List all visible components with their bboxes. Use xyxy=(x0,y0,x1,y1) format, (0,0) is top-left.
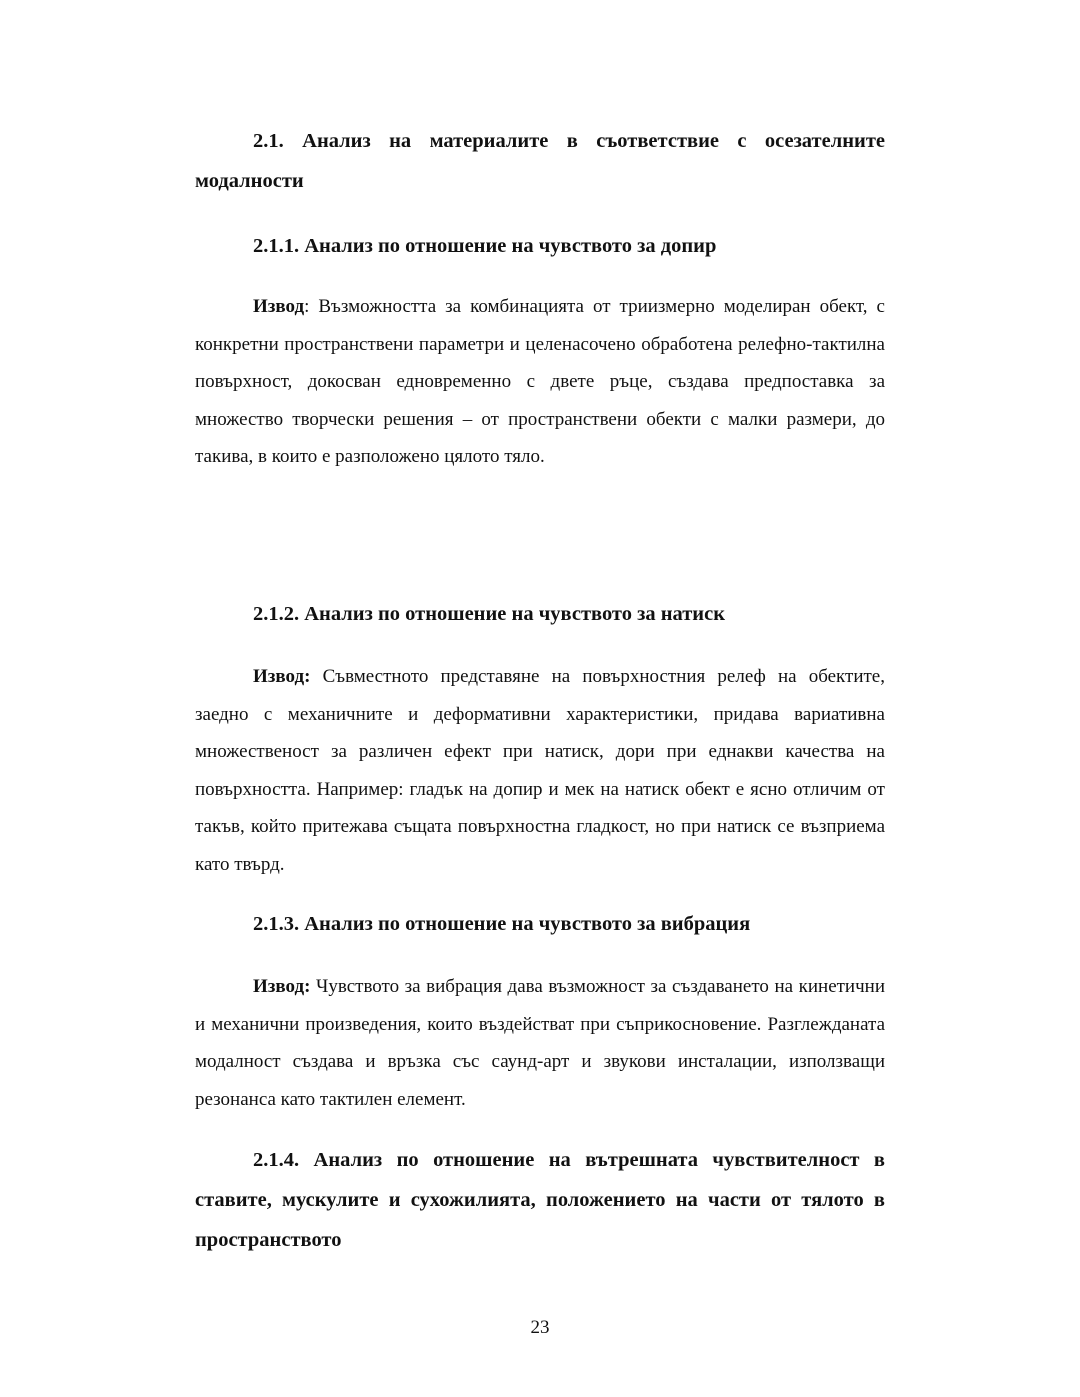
section-2-1-4 xyxy=(195,1140,885,1260)
section-2-1-heading: 2.1. Анализ на материалите в съответствие с осезателните модалности xyxy=(195,130,885,192)
conclusion-text: Чувството за вибрация дава възможност за създаването на кинетични и механични произведения, които въздействат при съприкосновение. Разглежданата модалност създава и връзка със саунд-арт и звукови инсталации, използващи резонанса като тактилен елемент. xyxy=(195,976,885,1110)
conclusion-label: Извод: xyxy=(253,666,311,687)
conclusion-label: Извод: xyxy=(253,976,311,997)
section-2-1-1-body xyxy=(195,288,885,476)
section-2-1-3-paragraph xyxy=(195,968,885,1118)
section-2-1-4-heading: 2.1.4. Анализ по отношение на вътрешната чувствителност в ставите, мускулите и сухожилията, положението на части от тялото в пространството xyxy=(195,1149,885,1251)
section-2-1-3-heading: 2.1.3. Анализ по отношение на чувството за вибрация xyxy=(253,913,751,935)
conclusion-text: : Възможността за комбинацията от триизмерно моделиран обект, с конкретни пространствени параметри и целенасочено обработена релефно-тактилна повърхност, докосван едновременно с двете ръце, създава предпоставка за множество творчески решения – от пространствени обекти с малки размери, до такива, в които е разположено цялото тяло. xyxy=(195,296,885,467)
section-2-1-2 xyxy=(195,594,885,634)
conclusion-label: Извод xyxy=(253,296,305,317)
section-2-1-3-body xyxy=(195,968,885,1118)
section-2-1-1 xyxy=(195,226,885,266)
section-2-1-2-heading: 2.1.2. Анализ по отношение на чувството за натиск xyxy=(253,603,726,625)
section-2-1-1-heading: 2.1.1. Анализ по отношение на чувството за допир xyxy=(253,235,717,257)
page-number: 23 xyxy=(530,1317,550,1338)
section-2-1 xyxy=(195,121,885,201)
conclusion-text: Съвместното представяне на повърхностния релеф на обектите, заедно с механичните и деформативни характеристики, придава вариативна множественост за различен ефект при натиск, дори при еднакви качества на повърхността. Например: гладък на допир и мек на натиск обект е ясно отличим от такъв, който притежава същата повърхностна гладкост, но при натиск се възприема като твърд. xyxy=(195,666,885,875)
section-2-1-2-body xyxy=(195,658,885,883)
section-2-1-2-paragraph xyxy=(195,658,885,883)
section-2-1-3 xyxy=(195,904,885,944)
section-2-1-1-paragraph xyxy=(195,288,885,476)
